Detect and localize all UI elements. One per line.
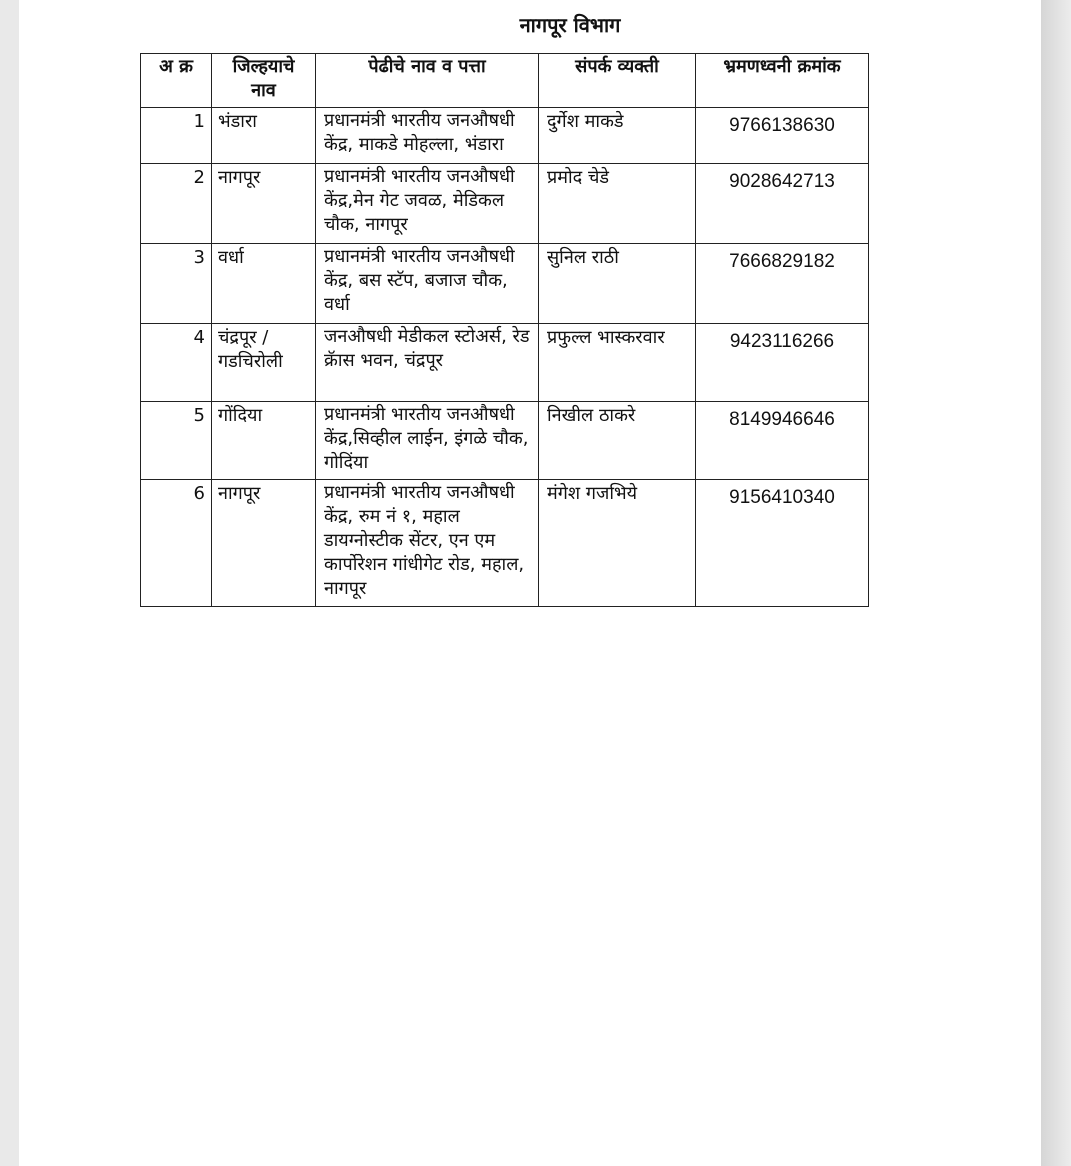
store-table (140, 53, 869, 607)
table-header-row (141, 54, 869, 108)
cell-person: मंगेश गजभिये (539, 480, 696, 607)
cell-address: प्रधानमंत्री भारतीय जनऔषधी केंद्र, माकडे मोहल्ला, भंडारा (316, 108, 539, 164)
cell-sr: 3 (141, 244, 212, 324)
cell-address: प्रधानमंत्री भारतीय जनऔषधी केंद्र,मेन गेट जवळ, मेडिकल चौक, नागपूर (316, 164, 539, 244)
header-phone: भ्रमणध्वनी क्रमांक (696, 54, 869, 108)
cell-phone: 9766138630 (696, 108, 869, 164)
table-row (141, 324, 869, 402)
cell-person: निखील ठाकरे (539, 402, 696, 480)
cell-sr: 1 (141, 108, 212, 164)
page-title: नागपूर विभाग (519, 13, 621, 37)
cell-district: गोंदिया (212, 402, 316, 480)
cell-district: वर्धा (212, 244, 316, 324)
cell-address: प्रधानमंत्री भारतीय जनऔषधी केंद्र,सिव्हील लाईन, इंगळे चौक, गोदिंया (316, 402, 539, 480)
cell-person: सुनिल राठी (539, 244, 696, 324)
cell-sr: 6 (141, 480, 212, 607)
cell-phone: 9028642713 (696, 164, 869, 244)
cell-sr: 2 (141, 164, 212, 244)
header-person: संपर्क व्यक्ती (539, 54, 696, 108)
cell-district: भंडारा (212, 108, 316, 164)
table-row (141, 164, 869, 244)
table-row (141, 402, 869, 480)
cell-phone: 9156410340 (696, 480, 869, 607)
cell-district: नागपूर (212, 480, 316, 607)
header-district: जिल्हयाचे नाव (212, 54, 316, 108)
cell-person: प्रफुल्ल भास्करवार (539, 324, 696, 402)
cell-address: प्रधानमंत्री भारतीय जनऔषधी केंद्र, रुम नं १, महाल डायग्नोस्टीक सेंटर, एन एम कार्पोरेशन गांधीगेट रोड, महाल, नागपूर (316, 480, 539, 607)
header-address: पेढीचे नाव व पत्ता (316, 54, 539, 108)
cell-phone: 9423116266 (696, 324, 869, 402)
header-sr: अ क्र (141, 54, 212, 108)
table-row (141, 244, 869, 324)
cell-address: जनऔषधी मेडीकल स्टोअर्स, रेड क्रॅास भवन, चंद्रपूर (316, 324, 539, 402)
cell-district: नागपूर (212, 164, 316, 244)
cell-person: दुर्गेश माकडे (539, 108, 696, 164)
cell-district: चंद्रपूर /गडचिरोली (212, 324, 316, 402)
table-row (141, 108, 869, 164)
cell-phone: 8149946646 (696, 402, 869, 480)
cell-address: प्रधानमंत्री भारतीय जनऔषधी केंद्र, बस स्टॅप, बजाज चौक, वर्धा (316, 244, 539, 324)
scroll-gutter (1041, 0, 1071, 1166)
cell-person: प्रमोद चेडे (539, 164, 696, 244)
cell-phone: 7666829182 (696, 244, 869, 324)
cell-sr: 5 (141, 402, 212, 480)
cell-sr: 4 (141, 324, 212, 402)
table-row (141, 480, 869, 607)
